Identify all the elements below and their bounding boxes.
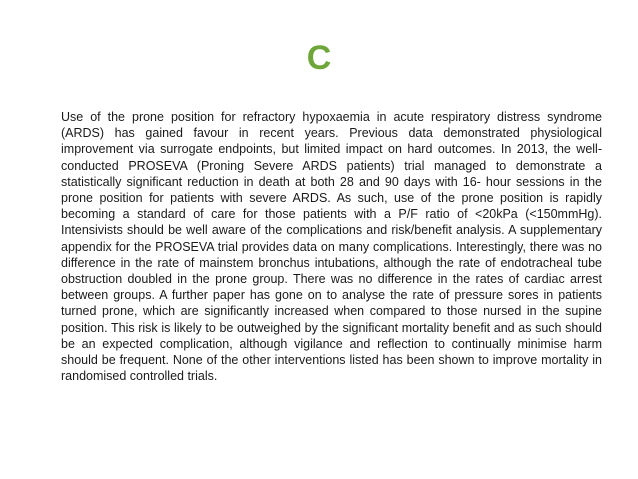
answer-letter: C (306, 39, 332, 77)
explanation-text: Use of the prone position for refractory hypoxaemia in acute respiratory distress syndrome (ARDS) has gained favour in recent years. Previous data demonstrated physiological improvement via surrogate endpoints, but limited impact on hard outcomes. In 2013, the well-conducted PROSEVA (Proning Severe ARDS patients) trial managed to demonstrate a statistically significant reduction in death at both 28 and 90 days with 16- hour sessions in the prone position for patients with severe ARDS. As such, use of the prone position is rapidly becoming a standard of care for those patients with a P/F ratio of <20kPa (<150mmHg). Intensivists should be well aware of the complications and risk/benefit analysis. A supplementary appendix for the PROSEVA trial provides data on many complications. Interestingly, there was no difference in the rate of mainstem bronchus intubations, although the rate of endotracheal tube obstruction doubled in the prone group. There was no difference in the rates of cardiac arrest between groups. A further paper has gone on to analyse the rate of pressure sores in patients turned prone, which are significantly increased when compared to those nursed in the supine position. This risk is likely to be outweighed by the significant mortality benefit and as such should be an expected complication, although vigilance and reflection to continually minimise harm should be frequent. None of the other interventions listed has been shown to improve mortality in randomised controlled trials. (61, 110, 602, 384)
